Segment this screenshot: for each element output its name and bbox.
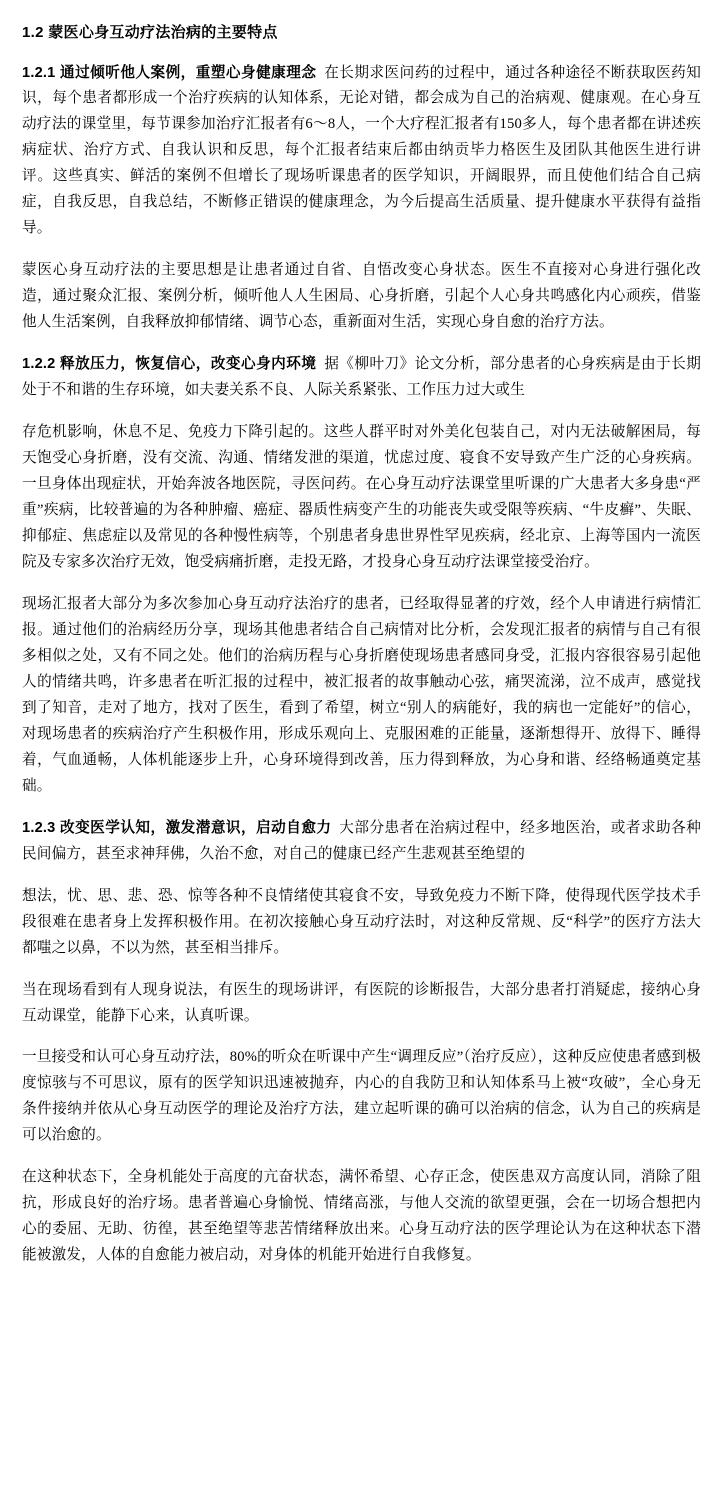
paragraph-text: 当在现场看到有人现身说法，有医生的现场讲评，有医院的诊断报告，大部分患者打消疑虑，接纳心身互动课堂，能静下心来，认真听课。 — [22, 981, 701, 1024]
paragraph-text: 据《柳叶刀》论文分析，部分患者的心身疾病是由于长期处于不和谐的生存环境，如夫妻关系不良、人际关系紧张、工作压力过大或生 — [22, 356, 701, 399]
section-heading: 1.2 蒙医心身互动疗法治病的主要特点 — [22, 24, 278, 41]
paragraph-emotions — [22, 884, 701, 962]
paragraph-stress-continued — [22, 420, 701, 576]
paragraph-text: 在这种状态下，全身机能处于高度的亢奋状态，满怀希望、心存正念，使医患双方高度认同，消除了阻抗，形成良好的治疗场。患者普遍心身愉悦、情绪高涨，与他人交流的欲望更强，会在一切场合想把内心的委屈、无助、彷徨，甚至绝望等悲苦情绪释放出来。心身互动疗法的医学理论认为在这种状态下潜能被激发，人体的自愈能力被启动，对身体的机能开始进行自我修复。 — [22, 1169, 701, 1264]
paragraph-text: 存危机影响，休息不足、免疫力下降引起的。这些人群平时对外美化包装自己，对内无法破解困局，每天饱受心身折磨，没有交流、沟通、情绪发泄的渠道，忧虑过度、寝食不安导致产生广泛的心身疾病。一旦身体出现症状，开始奔波各地医院，寻医问药。在心身互动疗法课堂里听课的广大患者大多身患“严重”疾病，比较普遍的为各种肿瘤、癌症、器质性病变产生的功能丧失或受限等疾病、“牛皮癣”、失眠、抑郁症、焦虑症以及常见的各种慢性病等，个别患者身患世界性罕见疾病，经北京、上海等国内一流医院及专家多次治疗无效，饱受病痛折磨，走投无路，才投身心身互动疗法课堂接受治疗。 — [22, 424, 701, 570]
paragraph-1-2-1 — [22, 61, 701, 243]
paragraph-text: 在长期求医问药的过程中，通过各种途径不断获取医药知识，每个患者都形成一个治疗疾病的认知体系，无论对错，都会成为自己的治病观、健康观。在心身互动疗法的课堂里，每节课参加治疗汇报者有6～8人，一个大疗程汇报者有150多人，每个患者都在讲述疾病症状、治疗方式、自我认识和反思，每个汇报者结束后都由纳贡毕力格医生及团队其他医生进行讲评。这些真实、鲜活的案例不但增长了现场听课患者的医学知识，开阔眼界，而且使他们结合自己病症，自我反思，自我总结，不断修正错误的健康理念，为今后提高生活质量、提升健康水平获得有益指导。 — [22, 64, 701, 237]
subsection-heading-1-2-2: 1.2.2 释放压力，恢复信心，改变心身内环境 — [22, 356, 317, 373]
paragraph-text: 蒙医心身互动疗法的主要思想是让患者通过自省、自悟改变心身状态。医生不直接对心身进行强化改造，通过聚众汇报、案例分析，倾听他人人生困局、心身折磨，引起个人心身共鸣感化内心顽疾，借鉴他人生活案例，自我释放抑郁情绪、调节心态，重新面对生活，实现心身自愈的治疗方法。 — [22, 262, 701, 331]
paragraph-text: 想法，忧、思、悲、恐、惊等各种不良情绪使其寝食不安，导致免疫力不断下降，使得现代医学技术手段很难在患者身上发挥积极作用。在初次接触心身互动疗法时，对这种反常规、反“科学”的医疗方法大都嗤之以鼻，不以为然，甚至相当排斥。 — [22, 887, 701, 956]
paragraph-onsite-testimony — [22, 978, 701, 1030]
paragraph-adjustment-reaction — [22, 1045, 701, 1149]
paragraph-1-2-2 — [22, 352, 701, 404]
paragraph-main-idea — [22, 258, 701, 336]
paragraph-1-2-3 — [22, 816, 701, 868]
paragraph-text: 现场汇报者大部分为多次参加心身互动疗法治疗的患者，已经取得显著的疗效，经个人申请进行病情汇报。通过他们的治病经历分享，现场其他患者结合自己病情对比分析，会发现汇报者的病情与自己有很多相似之处，又有不同之处。他们的治病历程与心身折磨使现场患者感同身受，汇报内容很容易引起他人的情绪共鸣，许多患者在听汇报的过程中，被汇报者的故事触动心弦，痛哭流涕，泣不成声，感觉找到了知音，走对了地方，找对了医生，看到了希望，树立“别人的病能好，我的病也一定能好”的信心，对现场患者的疾病治疗产生积极作用，形成乐观向上、克服困难的正能量，逐渐想得开、放得下、睡得着，气血通畅，人体机能逐步上升，心身环境得到改善，压力得到释放，为心身和谐、经络畅通奠定基础。 — [22, 595, 701, 794]
subsection-heading-1-2-3: 1.2.3 改变医学认知，激发潜意识，启动自愈力 — [22, 819, 332, 836]
paragraph-text: 一旦接受和认可心身互动疗法，80%的听众在听课中产生“调理反应”（治疗反应），这种反应使患者感到极度惊骇与不可思议，原有的医学知识迅速被抛弃，内心的自我防卫和认知体系马上被“攻破”，全心身无条件接纳并依从心身互动医学的理论及治疗方法，建立起听课的确可以治病的信念，认为自己的疾病是可以治愈的。 — [22, 1049, 701, 1144]
paragraph-reporters — [22, 592, 701, 800]
paragraph-self-healing — [22, 1165, 701, 1269]
paragraph-text: 大部分患者在治病过程中，经多地医治，或者求助各种民间偏方，甚至求神拜佛，久治不愈，对自己的健康已经产生悲观甚至绝望的 — [22, 819, 701, 862]
subsection-heading-1-2-1: 1.2.1 通过倾听他人案例，重塑心身健康理念 — [22, 64, 317, 81]
